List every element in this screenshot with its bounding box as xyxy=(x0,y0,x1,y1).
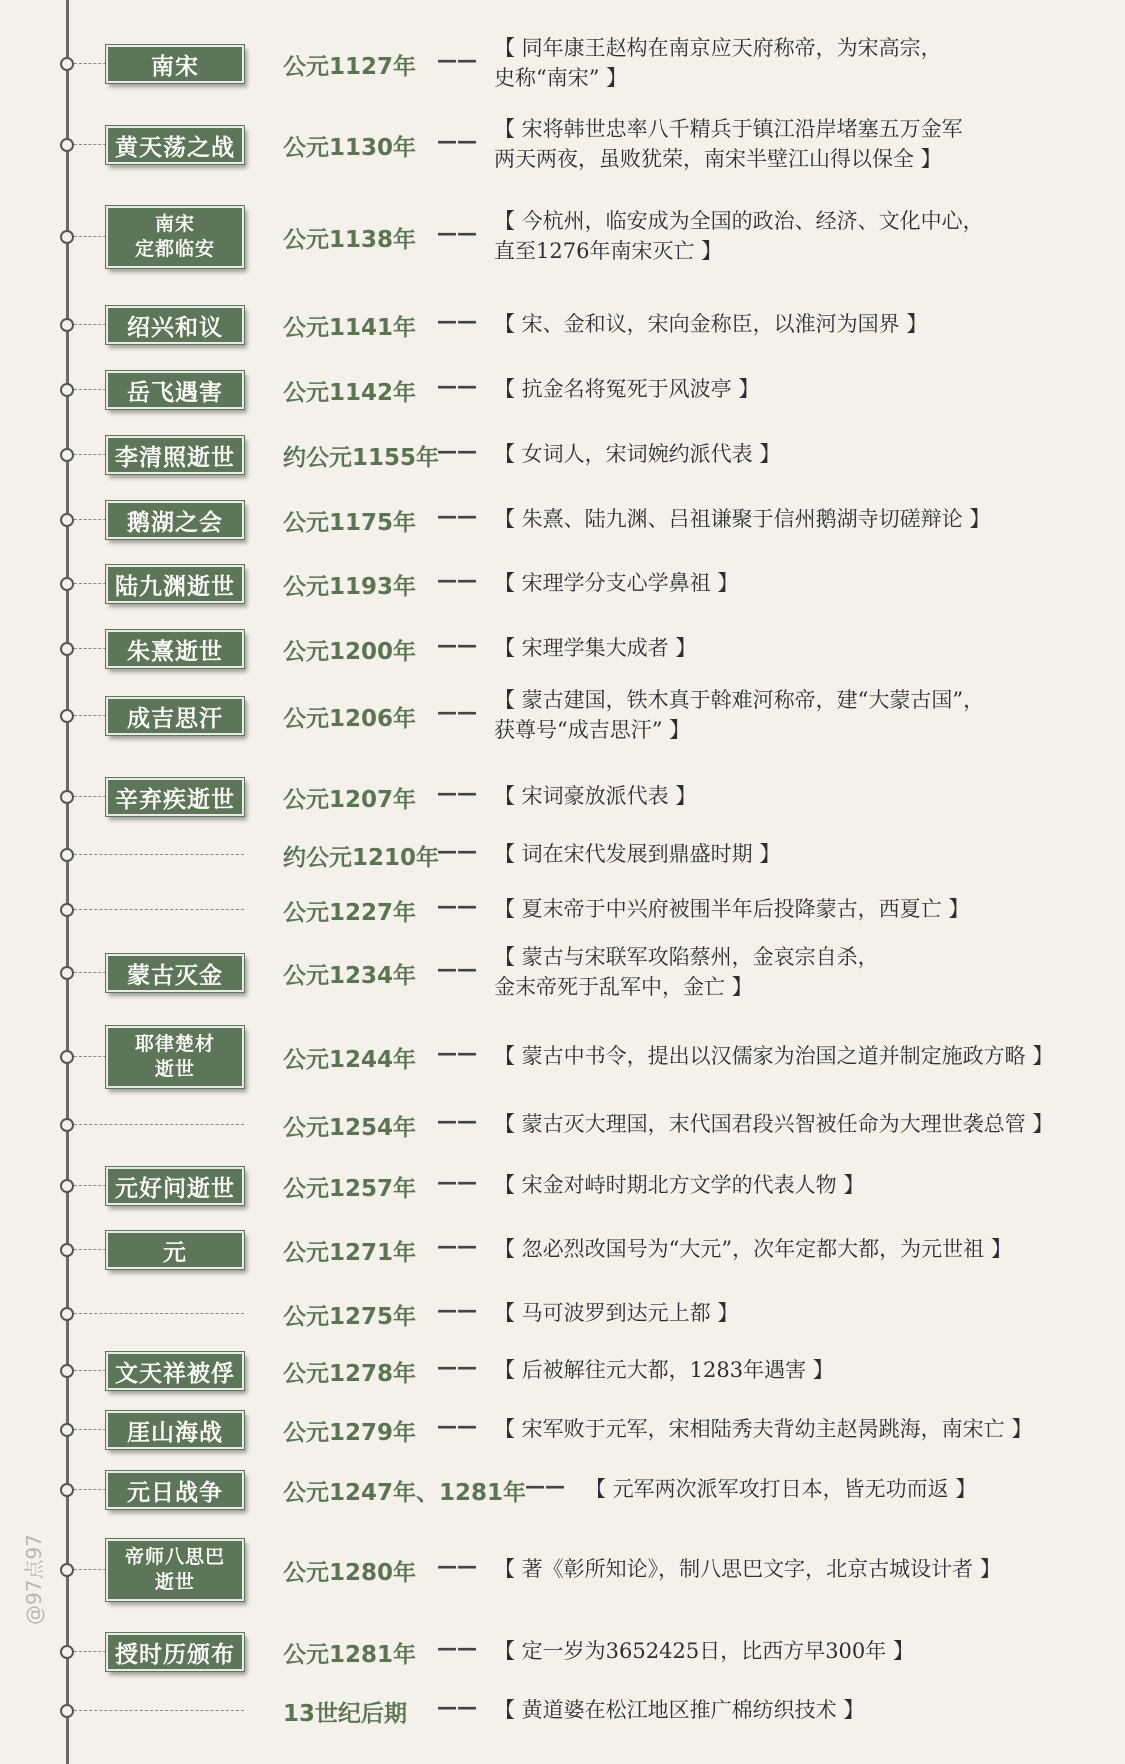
event-date: 公元1207年 xyxy=(283,787,417,813)
event-label: 授时历颁布 xyxy=(106,1633,244,1671)
connector-line xyxy=(74,1124,244,1125)
arrow-dash: —— xyxy=(437,1414,477,1438)
connector-line xyxy=(74,1370,106,1371)
connector-line xyxy=(74,324,106,325)
event-date: 公元1193年 xyxy=(283,574,417,600)
timeline-node-icon xyxy=(60,1243,74,1257)
arrow-dash: —— xyxy=(437,129,477,153)
connector-line xyxy=(74,796,106,797)
event-label: 元 xyxy=(106,1231,244,1269)
event-label: 绍兴和议 xyxy=(106,306,244,344)
event-date: 公元1279年 xyxy=(283,1420,417,1446)
event-label: 李清照逝世 xyxy=(106,436,244,474)
timeline-node-icon xyxy=(60,848,74,862)
arrow-dash: —— xyxy=(437,374,477,398)
connector-line xyxy=(74,1249,106,1250)
event-description: 【 马可波罗到达元上都 】 xyxy=(494,1301,739,1325)
event-description: 【 蒙古灭大理国，末代国君段兴智被任命为大理世袭总管 】 xyxy=(494,1112,1054,1136)
event-date: 公元1130年 xyxy=(283,135,417,161)
timeline-node-icon xyxy=(60,903,74,917)
timeline-node-icon xyxy=(60,709,74,723)
event-label: 黄天荡之战 xyxy=(106,126,244,164)
event-label: 鹅湖之会 xyxy=(106,501,244,539)
event-date: 约公元1210年 xyxy=(283,845,440,871)
event-description: 【 宋词豪放派代表 】 xyxy=(494,784,697,808)
event-description: 【 夏末帝于中兴府被围半年后投降蒙古，西夏亡 】 xyxy=(494,897,970,921)
event-description: 【 宋理学分支心学鼻祖 】 xyxy=(494,571,739,595)
timeline-node-icon xyxy=(60,790,74,804)
timeline-node-icon xyxy=(60,1423,74,1437)
event-label: 南宋 xyxy=(106,45,244,83)
event-description: 【 宋金对峙时期北方文学的代表人物 】 xyxy=(494,1173,865,1197)
event-description: 【 朱熹、陆九渊、吕祖谦聚于信州鹅湖寺切磋辩论 】 xyxy=(494,507,991,531)
connector-line xyxy=(74,972,106,973)
arrow-dash: —— xyxy=(437,1170,477,1194)
arrow-dash: —— xyxy=(437,1298,477,1322)
timeline-node-icon xyxy=(60,383,74,397)
connector-line xyxy=(74,1313,244,1314)
timeline-node-icon xyxy=(60,1307,74,1321)
timeline-node-icon xyxy=(60,966,74,980)
event-label: 耶律楚材 逝世 xyxy=(106,1026,244,1088)
event-description: 【 抗金名将冤死于风波亭 】 xyxy=(494,377,760,401)
event-description: 【 宋理学集大成者 】 xyxy=(494,636,697,660)
event-description: 【 同年康王赵构在南京应天府称帝，为宋高宗， 史称“南宋” 】 xyxy=(494,36,942,90)
arrow-dash: —— xyxy=(437,1695,477,1719)
event-date: 公元1244年 xyxy=(283,1047,417,1073)
timeline-node-icon xyxy=(60,1483,74,1497)
watermark: @97点97 xyxy=(22,1534,46,1625)
timeline-node-icon xyxy=(60,1704,74,1718)
event-description: 【 黄道婆在松江地区推广棉纺织技术 】 xyxy=(494,1698,865,1722)
event-label: 元好问逝世 xyxy=(106,1167,244,1205)
event-date: 13世纪后期 xyxy=(283,1701,408,1727)
timeline-node-icon xyxy=(60,1050,74,1064)
arrow-dash: —— xyxy=(437,839,477,863)
arrow-dash: —— xyxy=(437,48,477,72)
connector-line xyxy=(74,519,106,520)
event-label: 陆九渊逝世 xyxy=(106,565,244,603)
event-label: 元日战争 xyxy=(106,1471,244,1509)
event-description: 【 蒙古建国，铁木真于斡难河称帝，建“大蒙古国”， 获尊号“成吉思汗” 】 xyxy=(494,688,985,742)
event-label: 成吉思汗 xyxy=(106,697,244,735)
arrow-dash: —— xyxy=(437,633,477,657)
event-date: 公元1175年 xyxy=(283,510,417,536)
event-description: 【 元军两次派军攻打日本，皆无功而返 】 xyxy=(585,1477,977,1501)
event-date: 公元1234年 xyxy=(283,963,417,989)
event-date: 公元1281年 xyxy=(283,1642,417,1668)
timeline-node-icon xyxy=(60,513,74,527)
event-description: 【 定一岁为3652425日，比西方早300年 】 xyxy=(494,1639,914,1663)
connector-line xyxy=(74,1710,244,1711)
arrow-dash: —— xyxy=(437,1636,477,1660)
arrow-dash: —— xyxy=(437,439,477,463)
connector-line xyxy=(74,1429,106,1430)
event-date: 公元1127年 xyxy=(283,54,417,80)
event-description: 【 蒙古与宋联军攻陷蔡州，金哀宗自杀， 金末帝死于乱军中，金亡 】 xyxy=(494,945,879,999)
event-description: 【 女词人，宋词婉约派代表 】 xyxy=(494,442,781,466)
arrow-dash: —— xyxy=(437,1041,477,1065)
timeline-node-icon xyxy=(60,1364,74,1378)
event-date: 公元1141年 xyxy=(283,315,417,341)
connector-line xyxy=(74,1056,106,1057)
timeline-node-icon xyxy=(60,57,74,71)
event-date: 公元1200年 xyxy=(283,639,417,665)
event-date: 公元1271年 xyxy=(283,1240,417,1266)
event-date: 公元1247年、1281年 xyxy=(283,1480,527,1506)
event-description: 【 忽必烈改国号为“大元”，次年定都大都，为元世祖 】 xyxy=(494,1237,1012,1261)
connector-line xyxy=(74,454,106,455)
arrow-dash: —— xyxy=(437,504,477,528)
timeline-node-icon xyxy=(60,577,74,591)
event-label: 蒙古灭金 xyxy=(106,954,244,992)
connector-line xyxy=(74,1651,106,1652)
connector-line xyxy=(74,854,244,855)
arrow-dash: —— xyxy=(437,309,477,333)
arrow-dash: —— xyxy=(437,700,477,724)
connector-line xyxy=(74,1489,106,1490)
event-date: 公元1138年 xyxy=(283,227,417,253)
event-description: 【 今杭州，临安成为全国的政治、经济、文化中心， 直至1276年南宋灭亡 】 xyxy=(494,209,984,263)
event-date: 公元1227年 xyxy=(283,900,417,926)
event-date: 公元1280年 xyxy=(283,1560,417,1586)
connector-line xyxy=(74,236,106,237)
event-date: 公元1257年 xyxy=(283,1176,417,1202)
connector-line xyxy=(74,909,244,910)
timeline-node-icon xyxy=(60,138,74,152)
arrow-dash: —— xyxy=(437,957,477,981)
event-label: 帝师八思巴 逝世 xyxy=(106,1539,244,1601)
timeline-node-icon xyxy=(60,1563,74,1577)
event-date: 公元1278年 xyxy=(283,1361,417,1387)
event-date: 公元1142年 xyxy=(283,380,417,406)
arrow-dash: —— xyxy=(437,1355,477,1379)
event-label: 岳飞遇害 xyxy=(106,371,244,409)
event-description: 【 蒙古中书令，提出以汉儒家为治国之道并制定施政方略 】 xyxy=(494,1044,1054,1068)
connector-line xyxy=(74,1185,106,1186)
arrow-dash: —— xyxy=(437,781,477,805)
event-date: 约公元1155年 xyxy=(283,445,440,471)
event-date: 公元1275年 xyxy=(283,1304,417,1330)
timeline-node-icon xyxy=(60,318,74,332)
arrow-dash: —— xyxy=(437,894,477,918)
connector-line xyxy=(74,389,106,390)
event-description: 【 后被解往元大都，1283年遇害 】 xyxy=(494,1358,834,1382)
arrow-dash: —— xyxy=(437,1234,477,1258)
connector-line xyxy=(74,648,106,649)
event-description: 【 著《彰所知论》，制八思巴文字，北京古城设计者 】 xyxy=(494,1557,1001,1581)
event-label: 辛弃疾逝世 xyxy=(106,778,244,816)
event-description: 【 宋、金和议，宋向金称臣，以淮河为国界 】 xyxy=(494,312,928,336)
arrow-dash: —— xyxy=(437,1554,477,1578)
timeline-node-icon xyxy=(60,1645,74,1659)
event-date: 公元1254年 xyxy=(283,1115,417,1141)
event-description: 【 宋将韩世忠率八千精兵于镇江沿岸堵塞五万金军 两天两夜，虽败犹荣，南宋半壁江山得以保全 】 xyxy=(494,117,963,171)
event-label: 朱熹逝世 xyxy=(106,630,244,668)
connector-line xyxy=(74,144,106,145)
arrow-dash: —— xyxy=(437,221,477,245)
timeline-node-icon xyxy=(60,1179,74,1193)
connector-line xyxy=(74,63,106,64)
arrow-dash: —— xyxy=(525,1474,565,1498)
event-date: 公元1206年 xyxy=(283,706,417,732)
arrow-dash: —— xyxy=(437,1109,477,1133)
timeline-axis xyxy=(66,0,69,1764)
event-label: 南宋 定都临安 xyxy=(106,206,244,268)
timeline-node-icon xyxy=(60,448,74,462)
connector-line xyxy=(74,583,106,584)
event-label: 文天祥被俘 xyxy=(106,1352,244,1390)
connector-line xyxy=(74,715,106,716)
timeline-node-icon xyxy=(60,1118,74,1132)
timeline-node-icon xyxy=(60,642,74,656)
event-description: 【 词在宋代发展到鼎盛时期 】 xyxy=(494,842,781,866)
arrow-dash: —— xyxy=(437,568,477,592)
event-label: 厓山海战 xyxy=(106,1411,244,1449)
event-description: 【 宋军败于元军，宋相陆秀夫背幼主赵昺跳海，南宋亡 】 xyxy=(494,1417,1033,1441)
connector-line xyxy=(74,1569,106,1570)
timeline-node-icon xyxy=(60,230,74,244)
